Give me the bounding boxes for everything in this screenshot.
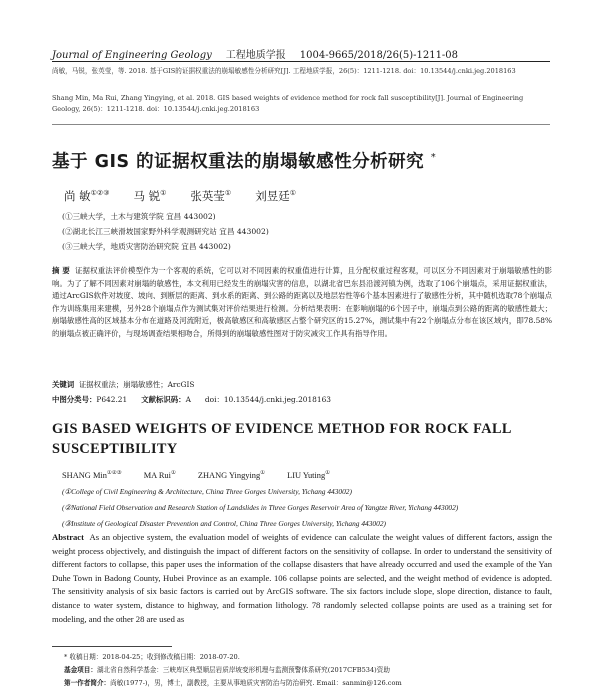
author-cn: 马 锐① [133,189,167,203]
author-cn: 刘昱廷① [255,189,296,203]
doi-cn: doi：10.13544/j.cnki.jeg.2018163 [204,395,331,404]
affiliation-en: (②National Field Observation and Research Station of Landslides in Three Gorges Reservoir Area of Yangtze River, Yichang 443002) [62,503,459,512]
authors-en [62,470,330,480]
author-en: ZHANG Yingying① [197,470,266,480]
author-cn: 尚 敏①②③ [64,189,110,203]
keywords-cn-label: 关键词 [52,380,75,389]
doc-code-label: 文献标识码： [141,395,186,404]
author-en: MA Rui① [143,470,176,480]
abstract-cn-text: 证据权重法评价模型作为一个客观的系统，它可以对不同因素的权重值进行计算，且分配权重过程客观，可以区分不同因素对于崩塌敏感性的影响。为了了解不同因素对崩塌的敏感性，本文利用已经发生的崩塌灾害的信息，以湖北省巴东县沿渡河镇为例，选取了106个崩塌点，采用证据权重法，通过ArcGIS软件对坡度、坡向、到断层的距离、到水系的距离、到公路的距离以及地层岩性等6个基本因素进行了敏感性分析，其中随机选取78个崩塌点作为训练集用来建模，另外28个崩塌点作为测试集对评价结果进行检测。分析结果表明：在影响崩塌的6个因子中，崩塌点到公路的距离的敏感性最大；崩塌敏感性高的区域基本分布在道路及河流附近，极高敏感区和高敏感区占整个研究区的15.27%，测试集中有22个崩塌点分布在该区域内，即78.58%的崩塌点被正确评价，与现场调查结果相吻合，所得到的崩塌敏感性图对于防灾减灾工作具有指导作用。 [52,266,552,338]
affiliation-en: (①College of Civil Engineering & Architecture, China Three Gorges University, Yichang 443002) [62,487,352,496]
clc-label: 中图分类号： [52,395,97,404]
affiliation-cn: (①三峡大学，土木与建筑学院 宜昌 443002) [62,212,216,221]
title-cn-text: 基于 GIS 的证据权重法的崩塌敏感性分析研究 [52,152,425,172]
footnote-funding: 基金项目：湖北省自然科学基金：三峡库区典型顺层岩质岸坡变形机理与监测预警体系研究(2017CFB534)资助 [64,666,390,674]
footnote-received: * 收稿日期：2018-04-25；收到修改稿日期：2018-07-20. [64,653,240,661]
affiliation-en: (③Institute of Geological Disaster Prevention and Control, China Three Gorges University, Yichang 443002) [62,519,386,528]
journal-name-en: Journal of Engineering Geology [52,50,212,61]
clc-value: P642.21 [96,395,128,404]
abstract-en [52,531,552,626]
authors-cn [64,188,296,204]
title-cn-footnote-mark: * [430,152,437,164]
footnote-rule [52,646,172,647]
classification-cn [52,394,331,405]
abstract-en-text: As an objective system, the evaluation model of weights of evidence can calculate the weight values of different factors, assign the weight process objectively, and distinguish the impact of different factors on the sensitivity of collapse. In order to understand the sensitivity of different factors to collapse, this paper uses the information of the collapse disasters that have already occurred and used the example of the Yan Duhe Town in Badong County, Hubei Province as an example. 106 collapse points are selected, and the weight method of evidence is adopted. The sensitivity analysis of six basic factors is carried out by ArcGIS software. The six factors include slope, slope direction, distance to fault, distance to water system, distance to highway, and formation lithology. 78 randomly selected collapse points are used as a training set for modeling, and the other 28 are used as [52,532,553,624]
title-en: GIS BASED WEIGHTS OF EVIDENCE METHOD FOR ROCK FALL SUSCEPTIBILITY [52,421,512,457]
affiliation-cn: (②湖北长江三峡滑坡国家野外科学观测研究站 宜昌 443002) [62,227,269,236]
author-en: SHANG Min①②③ [62,470,122,480]
doc-code-value: A [185,395,191,404]
author-en: LIU Yuting① [287,470,331,480]
author-cn: 张英莹① [190,189,232,203]
abstract-cn-label: 摘 要 [52,266,70,275]
citation-cn: 尚敏，马锐，张英莹，等. 2018. 基于GIS的证据权重法的崩塌敏感性分析研究[J]. 工程地质学报，26(5)：1211-1218. doi：10.13544/j.cnki.jeg.2018163 [52,67,516,75]
citation-rule [52,124,550,125]
journal-header [52,46,552,61]
citation-en: Shang Min, Ma Rui, Zhang Yingying, et al. 2018. GIS based weights of evidence method for rock fall susceptibility[J]. Journal of Engineering Geology, 26(5)：1211-1218. doi：10.13544/j.cnki.jeg.2018163 [52,94,524,113]
issn-volume: 1004-9665/2018/26(5)-1211-08 [299,50,459,61]
affiliation-cn: (③三峡大学，地质灾害防治研究院 宜昌 443002) [62,242,231,251]
footnote-author: 第一作者简介：尚敏(1977-)，男，博士，副教授，主要从事地质灾害防治与防治研究. Email：sanmin@126.com [64,679,402,687]
journal-name-cn: 工程地质学报 [225,50,286,61]
keywords-cn [52,379,194,390]
title-cn [52,148,436,173]
abstract-en-label: Abstract [52,532,84,542]
abstract-cn [52,265,552,341]
keywords-cn-text: 证据权重法；崩塌敏感性；ArcGIS [78,380,195,389]
header-rule [52,61,550,62]
